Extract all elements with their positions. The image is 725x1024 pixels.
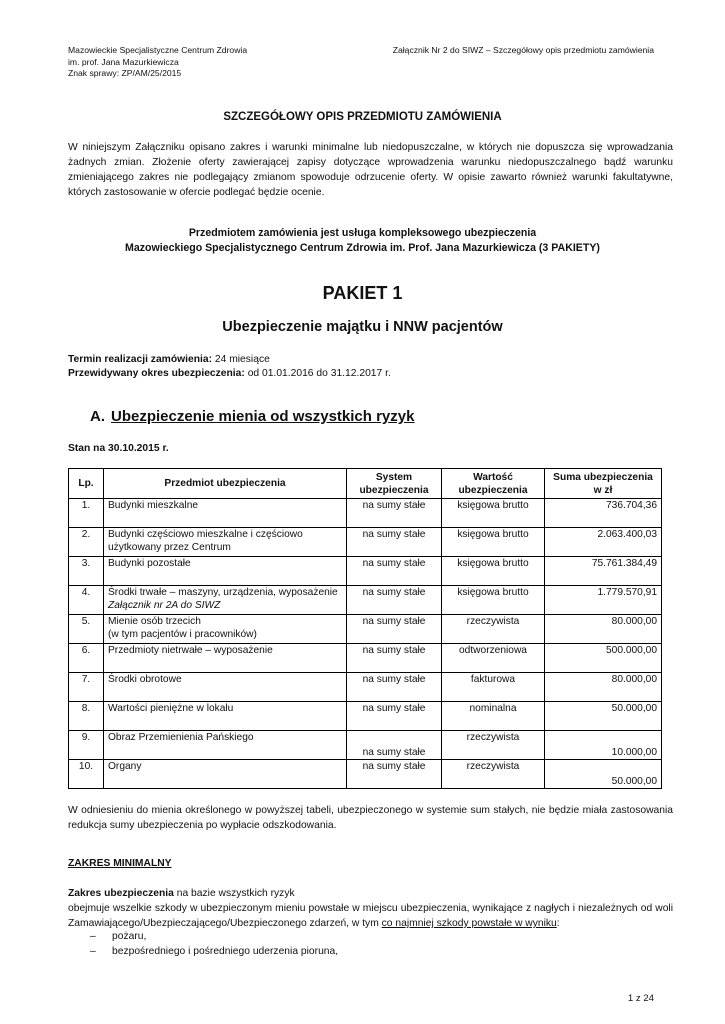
scope-label: Zakres ubezpieczenia: [68, 888, 174, 899]
table-row: [69, 528, 662, 557]
table-row: [69, 615, 662, 644]
cell-sum: 50.000,00: [545, 760, 662, 789]
table-row: [69, 702, 662, 731]
cell-sum: 50.000,00: [545, 702, 662, 731]
minimal-scope-heading: ZAKRES MINIMALNY: [68, 858, 172, 869]
cell-lp: 2.: [69, 528, 104, 557]
table-row: [69, 586, 662, 615]
cell-sum: 500.000,00: [545, 644, 662, 673]
cell-subject: [104, 615, 347, 644]
table-row: [69, 644, 662, 673]
subject-heading: [0, 226, 725, 255]
cell-subject: [104, 528, 347, 557]
cell-sum: 2.063.400,03: [545, 528, 662, 557]
insurance-table: [68, 468, 662, 789]
state-date: Stan na 30.10.2015 r.: [68, 443, 169, 454]
cell-subject-line: Załącznik nr 2A do SIWZ: [108, 600, 221, 611]
col-header-system: System ubezpieczenia: [347, 469, 442, 499]
header-line: Mazowieckie Specjalistyczne Centrum Zdrowia: [68, 45, 248, 55]
cell-lp: 3.: [69, 557, 104, 586]
table-row: [69, 731, 662, 760]
term-label: Termin realizacji zamówienia:: [68, 354, 213, 365]
cell-system: na sumy stałe: [347, 615, 442, 644]
term-line: [68, 353, 391, 367]
cell-subject-line: Środki trwałe – maszyny, urządzenia, wyposażenie: [108, 587, 338, 598]
cell-lp: 10.: [69, 760, 104, 789]
cell-value: księgowa brutto: [442, 557, 545, 586]
dash-icon: –: [90, 946, 96, 957]
cell-value: nominalna: [442, 702, 545, 731]
cell-sum: 1.779.570,91: [545, 586, 662, 615]
cell-subject: Organy: [104, 760, 347, 789]
cell-subject: Przedmioty nietrwałe – wyposażenie: [104, 644, 347, 673]
cell-system: na sumy stałe: [347, 557, 442, 586]
cell-system: na sumy stałe: [347, 760, 442, 789]
cell-value: księgowa brutto: [442, 586, 545, 615]
cell-subject: Budynki pozostałe: [104, 557, 347, 586]
list-item: [90, 931, 146, 942]
period-label: Przewidywany okres ubezpieczenia:: [68, 368, 245, 379]
cell-sum: 736.704,36: [545, 499, 662, 528]
cell-value: odtworzeniowa: [442, 644, 545, 673]
cell-lp: 4.: [69, 586, 104, 615]
header-attachment: Załącznik Nr 2 do SIWZ – Szczegółowy opis przedmiotu zamówienia: [392, 45, 654, 55]
cell-lp: 8.: [69, 702, 104, 731]
cell-sum: 80.000,00: [545, 673, 662, 702]
col-header-lp: Lp.: [69, 469, 104, 499]
cell-lp: 9.: [69, 731, 104, 760]
cell-subject-line: (w tym pacjentów i pracowników): [108, 629, 257, 640]
period-value: od 01.01.2016 do 31.12.2017 r.: [244, 368, 391, 379]
intro-paragraph: W niniejszym Załączniku opisano zakres i warunki minimalne lub niedopuszczalne, w których nie dopuszcza się wprowadzania żadnych zmian. Złożenie oferty zawierającej zapisy dotyczące wprowadzenia warunku niedopuszczalnego bądź warunku zmieniającego zakres nie podlegający zmianom spowoduje odrzucenie oferty. W opisie zawarto również warunki fakultatywne, których zastosowanie w ofercie podlegać będzie ocenie.: [68, 142, 673, 198]
list-item-text: pożaru,: [112, 931, 147, 942]
cell-value: rzeczywista: [442, 760, 545, 789]
period-line: [68, 367, 391, 381]
cell-value: księgowa brutto: [442, 528, 545, 557]
scope-body-underlined: co najmniej szkody powstałe w wyniku: [381, 918, 557, 929]
page-number: 1 z 24: [627, 993, 654, 1004]
header-line: im. prof. Jana Mazurkiewicza: [68, 56, 179, 67]
table-row: [69, 673, 662, 702]
col-header-sum: Suma ubezpieczenia w zł: [545, 469, 662, 499]
scope-body: obejmuje wszelkie szkody w ubezpieczonym mieniu powstałe w miejscu ubezpieczenia, wynikające z nagłych i niezależnych od woli Zamawiającego/Ubezpieczającego/Ubezpieczonego zdarzeń, w tym: [68, 903, 673, 929]
cell-sum: 75.761.384,49: [545, 557, 662, 586]
table-row: [69, 499, 662, 528]
cell-sum: 10.000,00: [545, 731, 662, 760]
section-title: Ubezpieczenie mienia od wszystkich ryzyk: [111, 408, 415, 425]
cell-lp: 1.: [69, 499, 104, 528]
cell-lp: 6.: [69, 644, 104, 673]
cell-value: rzeczywista: [442, 615, 545, 644]
cell-subject: Wartości pieniężne w lokalu: [104, 702, 347, 731]
cell-subject-line: Mienie osób trzecich: [108, 616, 201, 627]
cell-system: na sumy stałe: [347, 644, 442, 673]
section-letter: A.: [90, 408, 105, 425]
col-header-subject: Przedmiot ubezpieczenia: [104, 469, 347, 499]
cell-system: na sumy stałe: [347, 702, 442, 731]
section-a-heading: [90, 408, 414, 425]
package-subtitle: Ubezpieczenie majątku i NNW pacjentów: [222, 319, 503, 335]
term-value: 24 miesiące: [212, 354, 270, 365]
header-institution: [68, 45, 247, 80]
cell-subject-line: Budynki częściowo mieszkalne i częściowo: [108, 529, 303, 540]
cell-value: księgowa brutto: [442, 499, 545, 528]
list-item: [90, 946, 338, 957]
col-header-value: Wartość ubezpieczenia: [442, 469, 545, 499]
subject-line: Mazowieckiego Specjalistycznego Centrum Zdrowia im. Prof. Jana Mazurkiewicza (3 PAKIETY): [125, 241, 600, 254]
terms-block: [68, 353, 391, 381]
cell-lp: 5.: [69, 615, 104, 644]
cell-system: na sumy stałe: [347, 499, 442, 528]
cell-value: rzeczywista: [442, 731, 545, 760]
subject-line: Przedmiotem zamówienia jest usługa kompleksowego ubezpieczenia: [188, 227, 537, 239]
package-title: PAKIET 1: [322, 283, 403, 303]
document-title: SZCZEGÓŁOWY OPIS PRZEDMIOTU ZAMÓWIENIA: [223, 111, 502, 123]
table-row: [69, 760, 662, 789]
scope-body-end: :: [556, 918, 560, 929]
cell-subject: Środki obrotowe: [104, 673, 347, 702]
cell-system: na sumy stałe: [347, 731, 442, 760]
list-item-text: bezpośredniego i pośredniego uderzenia pioruna,: [112, 946, 339, 957]
reduction-note: W odniesieniu do mienia określonego w powyższej tabeli, ubezpieczonego w systemie sum stałych, nie będzie miała zastosowania redukcja sumy ubezpieczenia po wypłacie odszkodowania.: [68, 805, 673, 831]
header-line: Znak sprawy: ZP/AM/25/2015: [68, 68, 182, 78]
cell-subject: Obraz Przemienienia Pańskiego: [104, 731, 347, 760]
cell-sum: 80.000,00: [545, 615, 662, 644]
cell-subject: [104, 586, 347, 615]
cell-system: na sumy stałe: [347, 673, 442, 702]
cell-system: na sumy stałe: [347, 528, 442, 557]
cell-system: na sumy stałe: [347, 586, 442, 615]
cell-subject: Budynki mieszkalne: [104, 499, 347, 528]
cell-value: fakturowa: [442, 673, 545, 702]
cell-lp: 7.: [69, 673, 104, 702]
dash-icon: –: [90, 931, 96, 942]
table-row: [69, 557, 662, 586]
scope-label-rest: na bazie wszystkich ryzyk: [173, 888, 295, 899]
scope-paragraph: [68, 886, 673, 931]
cell-subject-line: użytkowany przez Centrum: [108, 542, 231, 553]
